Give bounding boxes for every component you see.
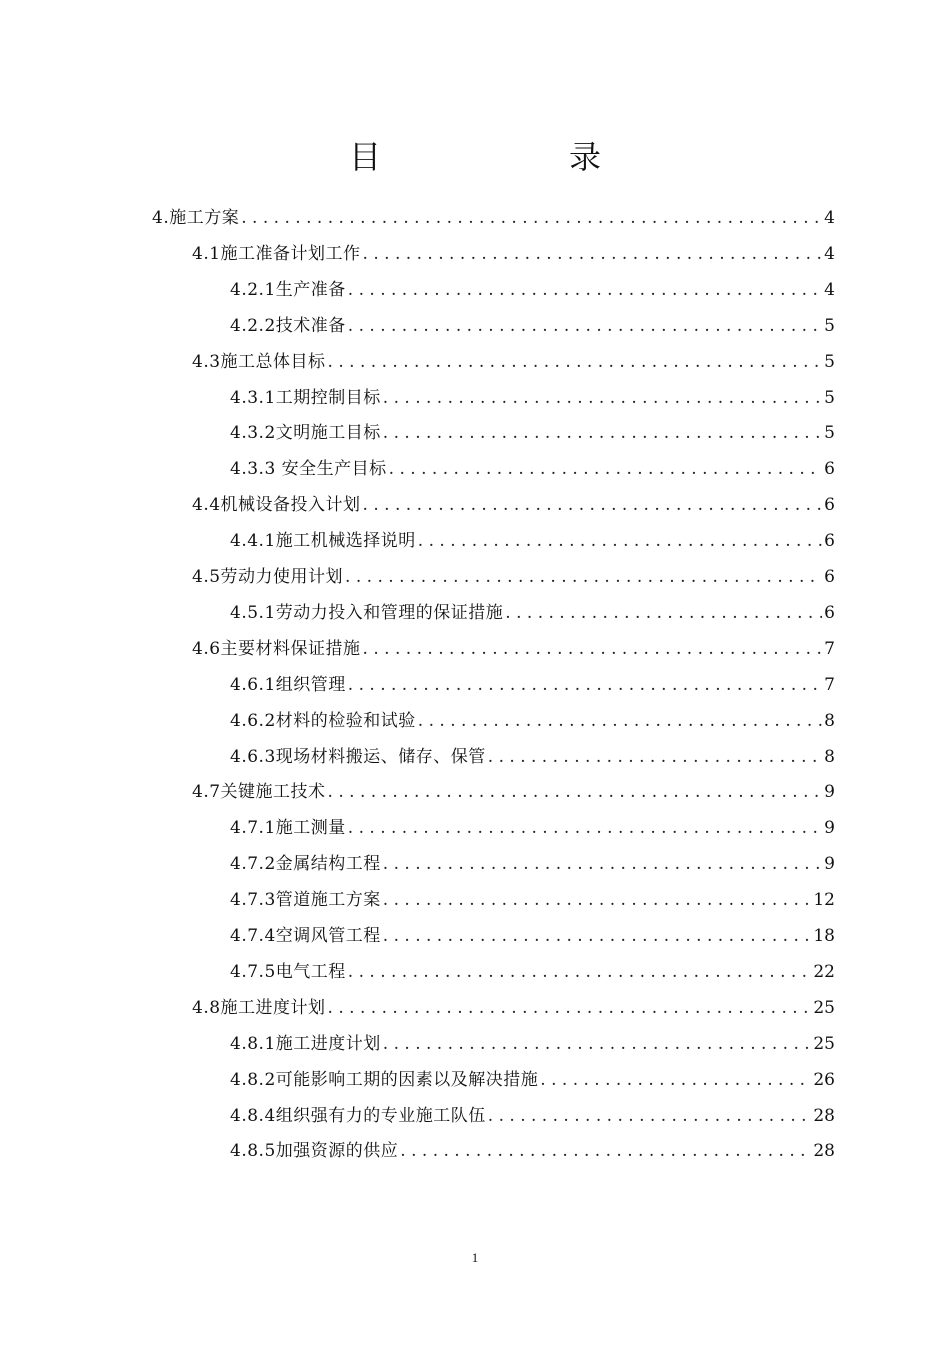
toc-entry[interactable] bbox=[192, 236, 835, 272]
toc-entry-label: 4.1施工准备计划工作 bbox=[192, 243, 361, 264]
toc-entry[interactable] bbox=[230, 415, 835, 451]
toc-entry-page: 22 bbox=[813, 961, 835, 982]
toc-leader-dots bbox=[348, 308, 822, 344]
toc-entry-page: 6 bbox=[824, 459, 835, 480]
toc-entry-label: 4.7.3管道施工方案 bbox=[230, 890, 381, 911]
toc-leader-dots bbox=[383, 415, 822, 451]
toc-entry-page: 25 bbox=[813, 997, 835, 1018]
toc-entry-page: 8 bbox=[824, 746, 835, 767]
toc-leader-dots bbox=[389, 451, 823, 487]
toc-entry-label: 4.2.2技术准备 bbox=[230, 315, 346, 336]
toc-entry-label: 4.8.1施工进度计划 bbox=[230, 1033, 381, 1054]
toc-entry-label: 4.7.5电气工程 bbox=[230, 961, 346, 982]
toc-leader-dots bbox=[400, 1133, 811, 1169]
toc-entry[interactable] bbox=[230, 739, 835, 775]
toc-entry[interactable] bbox=[230, 451, 835, 487]
toc-leader-dots bbox=[488, 1098, 812, 1134]
toc-entry-label: 4.7.4空调风管工程 bbox=[230, 926, 381, 946]
toc-entry[interactable] bbox=[192, 487, 835, 523]
toc-entry-label: 4.2.1生产准备 bbox=[230, 279, 346, 300]
toc-leader-dots bbox=[488, 739, 822, 775]
toc-leader-dots bbox=[328, 344, 823, 380]
toc-entry-label: 4.7.2金属结构工程 bbox=[230, 854, 381, 875]
toc-leader-dots bbox=[540, 1062, 811, 1098]
toc-entry-page: 28 bbox=[813, 1105, 835, 1126]
toc-leader-dots bbox=[383, 380, 822, 416]
toc-entry[interactable] bbox=[192, 990, 835, 1026]
toc-entry-label: 4.施工方案 bbox=[152, 208, 240, 228]
toc-entry[interactable] bbox=[230, 1062, 835, 1098]
toc-entry-page: 5 bbox=[824, 423, 835, 444]
toc-entry-page: 4 bbox=[824, 243, 835, 264]
toc-leader-dots bbox=[383, 846, 822, 882]
toc-entry-label: 4.4机械设备投入计划 bbox=[192, 495, 361, 516]
toc-entry-page: 18 bbox=[813, 926, 835, 946]
toc-entry-label: 4.6.1组织管理 bbox=[230, 674, 346, 695]
toc-entry[interactable] bbox=[192, 344, 835, 380]
toc-entry[interactable] bbox=[152, 200, 835, 236]
toc-entry[interactable] bbox=[230, 523, 835, 559]
toc-entry-label: 4.3.1工期控制目标 bbox=[230, 387, 381, 408]
toc-entry[interactable] bbox=[230, 595, 835, 631]
toc-entry-label: 4.6.2材料的检验和试验 bbox=[230, 710, 416, 731]
toc-entry-page: 5 bbox=[824, 387, 835, 408]
toc-leader-dots bbox=[328, 990, 812, 1026]
toc-leader-dots bbox=[348, 667, 822, 703]
toc-entry-label: 4.6主要材料保证措施 bbox=[192, 638, 361, 659]
toc-entry-label: 4.7.1施工测量 bbox=[230, 818, 346, 839]
toc-leader-dots bbox=[363, 236, 823, 272]
toc-entry-page: 28 bbox=[813, 1141, 835, 1162]
toc-entry[interactable] bbox=[192, 559, 835, 595]
toc-leader-dots bbox=[348, 272, 822, 308]
toc-leader-dots bbox=[383, 918, 812, 954]
toc-entry-label: 4.8施工进度计划 bbox=[192, 997, 326, 1018]
toc-entry-label: 4.3施工总体目标 bbox=[192, 351, 326, 372]
toc-leader-dots bbox=[345, 559, 822, 595]
toc-entry[interactable] bbox=[230, 667, 835, 703]
toc-entry[interactable] bbox=[230, 272, 835, 308]
toc-entry[interactable] bbox=[230, 703, 835, 739]
toc-entry-page: 4 bbox=[824, 208, 835, 228]
toc-entry[interactable] bbox=[230, 810, 835, 846]
toc-entry-page: 8 bbox=[824, 710, 835, 731]
toc-entry[interactable] bbox=[230, 380, 835, 416]
toc-entry-page: 6 bbox=[824, 567, 835, 587]
toc-entry[interactable] bbox=[230, 954, 835, 990]
toc-entry-label: 4.3.2文明施工目标 bbox=[230, 423, 381, 444]
toc-entry-label: 4.8.4组织强有力的专业施工队伍 bbox=[230, 1105, 486, 1126]
toc-entry-page: 5 bbox=[824, 315, 835, 336]
toc-leader-dots bbox=[383, 882, 812, 918]
toc-entry[interactable] bbox=[230, 308, 835, 344]
toc-entry-page: 12 bbox=[813, 890, 835, 911]
page-number: 1 bbox=[471, 1250, 479, 1265]
toc-leader-dots bbox=[418, 523, 822, 559]
toc-entry-page: 9 bbox=[824, 854, 835, 875]
toc-entry-page: 4 bbox=[824, 279, 835, 300]
toc-leader-dots bbox=[348, 954, 812, 990]
toc-leader-dots bbox=[505, 595, 822, 631]
toc-entry-label: 4.5劳动力使用计划 bbox=[192, 567, 344, 587]
toc-leader-dots bbox=[363, 487, 823, 523]
toc-leader-dots bbox=[363, 631, 823, 667]
toc-entry[interactable] bbox=[230, 1026, 835, 1062]
toc-entry-page: 5 bbox=[824, 351, 835, 372]
toc-entry-label: 4.3.3 安全生产目标 bbox=[230, 459, 387, 480]
toc-entry[interactable] bbox=[230, 846, 835, 882]
toc-entry[interactable] bbox=[192, 774, 835, 810]
toc-entry[interactable] bbox=[230, 1098, 835, 1134]
toc-entry-page: 9 bbox=[824, 782, 835, 803]
toc-entry[interactable] bbox=[230, 882, 835, 918]
toc-leader-dots bbox=[241, 200, 822, 236]
toc-entry-page: 9 bbox=[824, 818, 835, 839]
toc-entry-label: 4.4.1施工机械选择说明 bbox=[230, 531, 416, 552]
toc-entry-page: 26 bbox=[813, 1069, 835, 1090]
toc-leader-dots bbox=[383, 1026, 812, 1062]
toc-entry[interactable] bbox=[230, 1133, 835, 1169]
toc-entry-label: 4.5.1劳动力投入和管理的保证措施 bbox=[230, 602, 504, 623]
toc-entry-page: 6 bbox=[824, 495, 835, 516]
toc-entry-label: 4.7关键施工技术 bbox=[192, 782, 326, 803]
toc-leader-dots bbox=[328, 774, 823, 810]
toc-entry-page: 6 bbox=[824, 531, 835, 552]
toc-entry-label: 4.8.2可能影响工期的因素以及解决措施 bbox=[230, 1069, 539, 1090]
toc-leader-dots bbox=[418, 703, 822, 739]
toc-entry-page: 6 bbox=[824, 602, 835, 623]
toc-entry-page: 7 bbox=[824, 674, 835, 695]
toc-entry[interactable] bbox=[230, 918, 835, 954]
toc-entry-label: 4.6.3现场材料搬运、储存、保管 bbox=[230, 746, 486, 767]
toc-leader-dots bbox=[348, 810, 822, 846]
toc-title: 目 录 bbox=[348, 138, 679, 176]
toc-entry-label: 4.8.5加强资源的供应 bbox=[230, 1141, 399, 1162]
toc-entry-page: 7 bbox=[824, 638, 835, 659]
toc-entry-page: 25 bbox=[813, 1033, 835, 1054]
toc-entry[interactable] bbox=[192, 631, 835, 667]
